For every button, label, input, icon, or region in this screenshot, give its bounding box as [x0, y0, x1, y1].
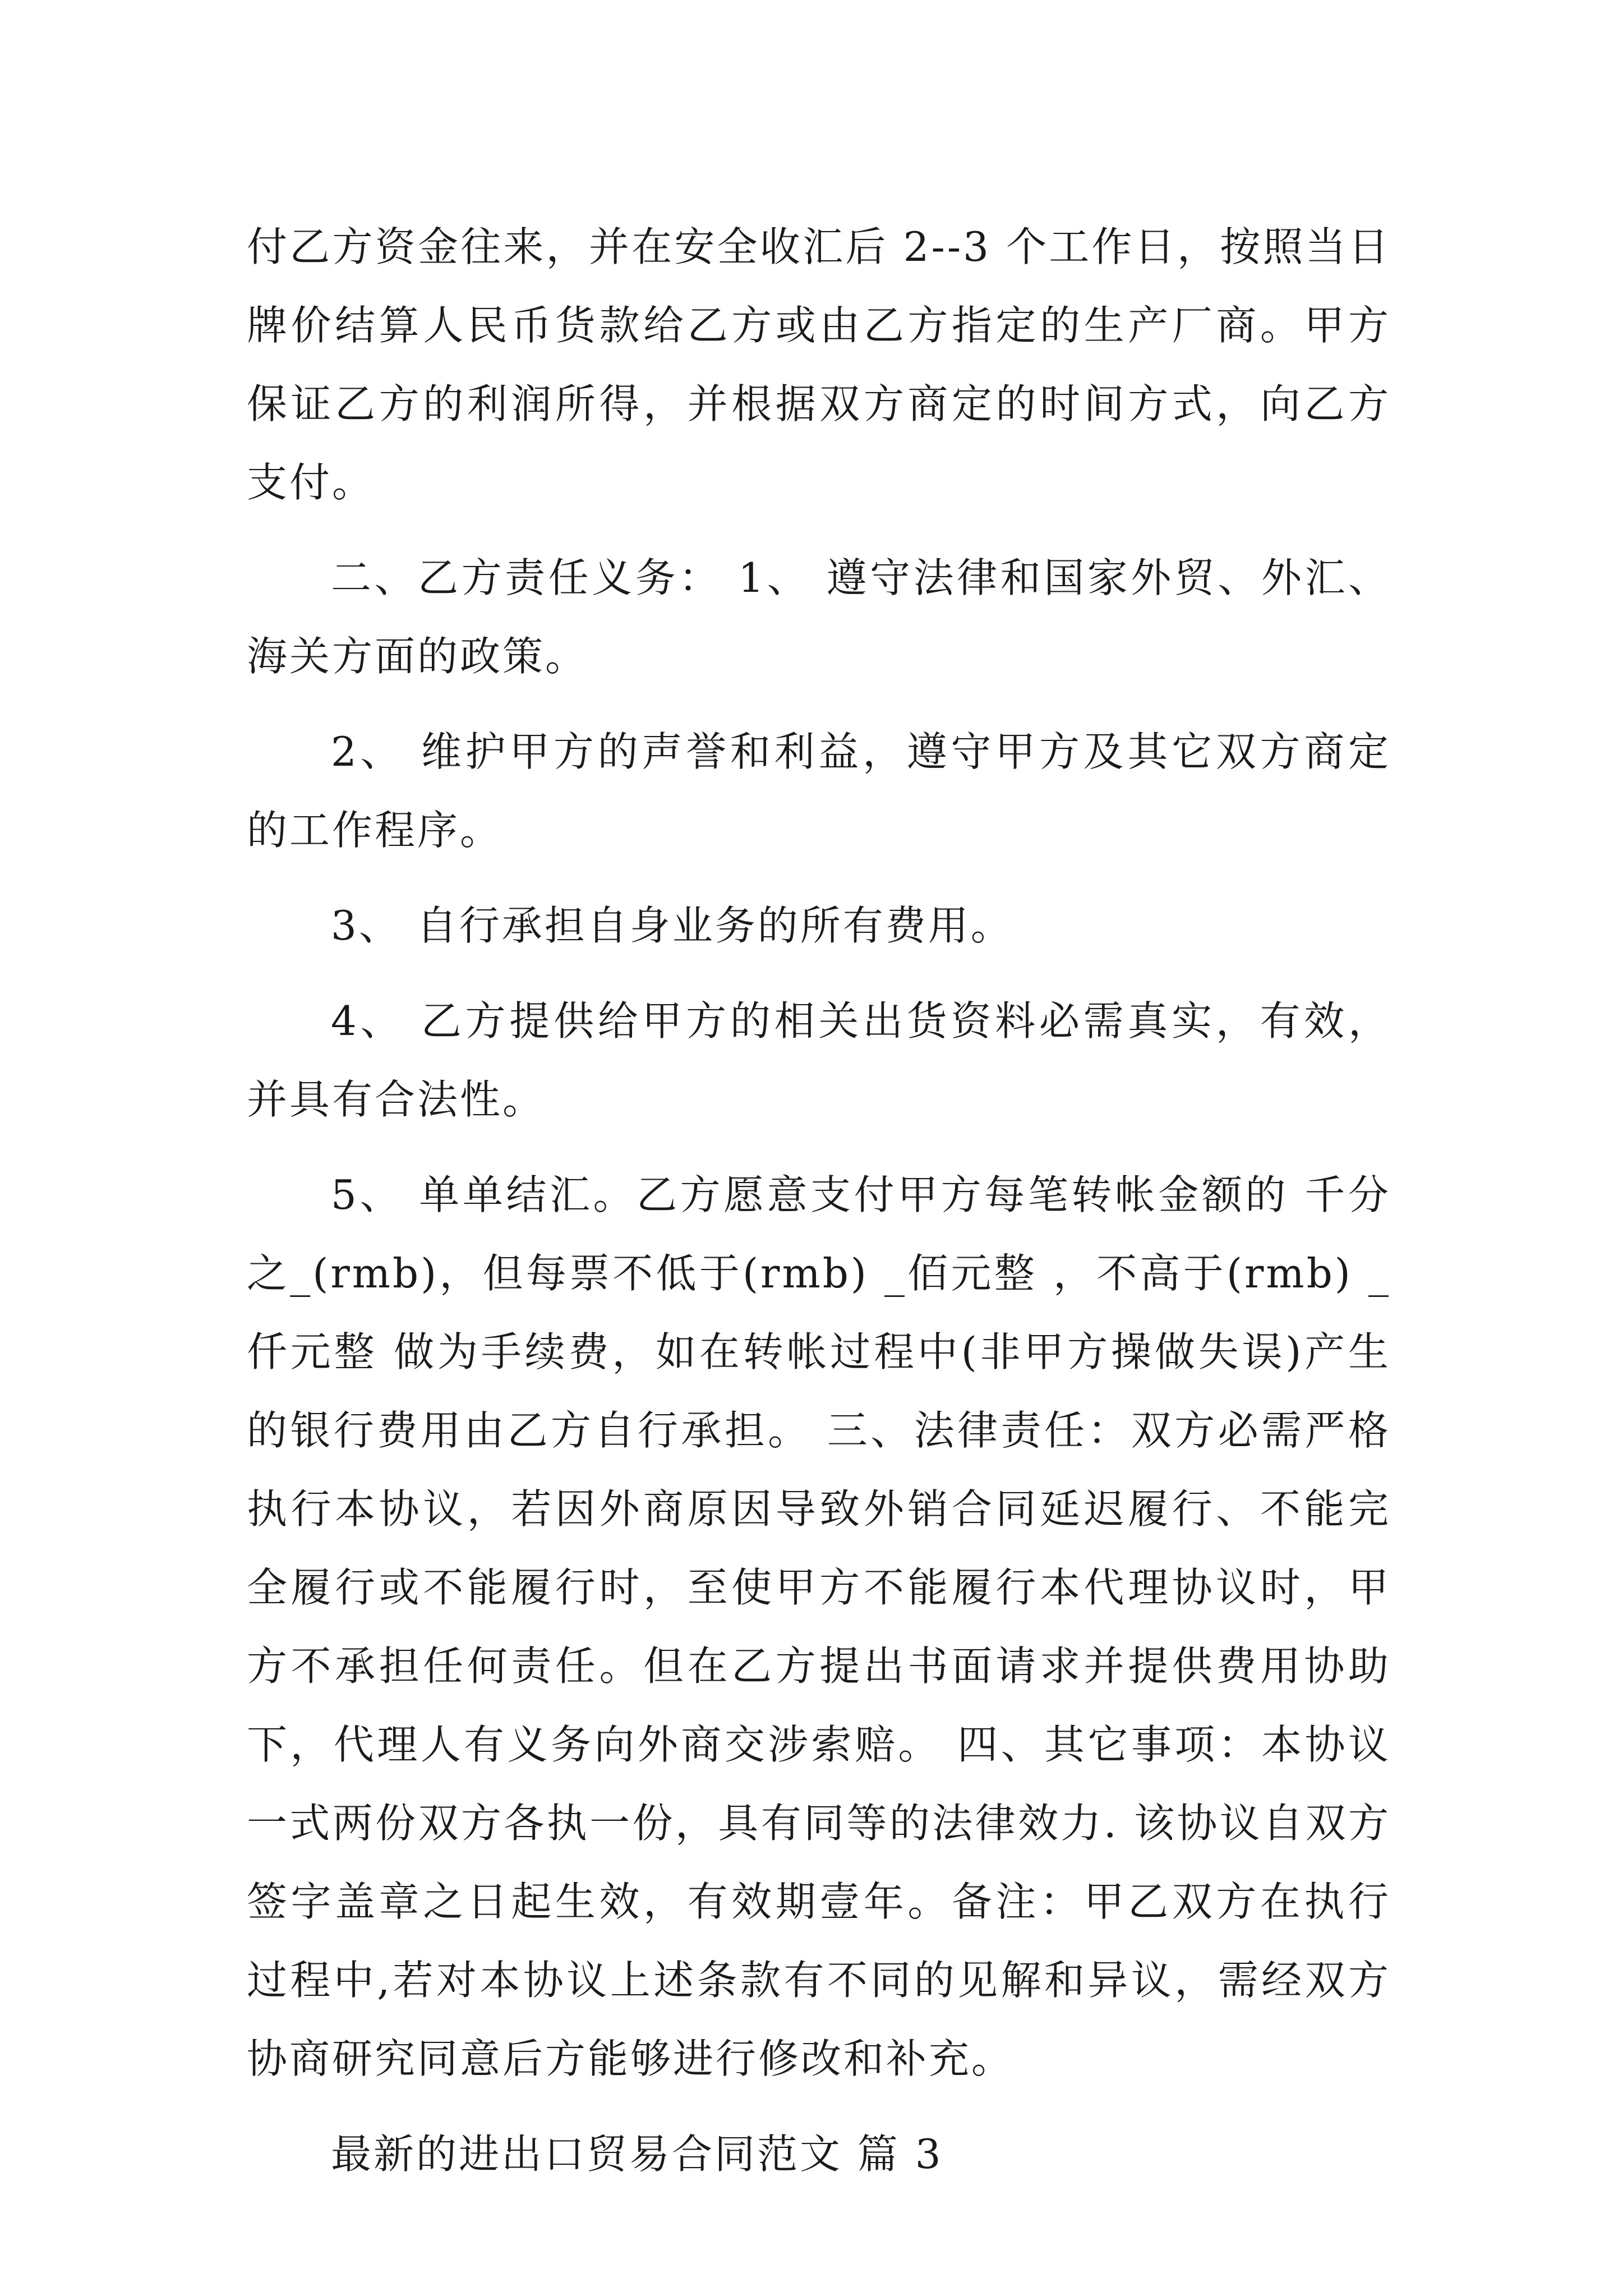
document-body [247, 208, 1391, 2210]
paragraph-party-b-obligations: 二、乙方责任义务： 1、 遵守法律和国家外贸、外汇、海关方面的政策。 [247, 554, 1391, 680]
paragraph-clause-3: 3、 自行承担自身业务的所有费用。 [331, 902, 1013, 949]
paragraph-clause-4: 4、 乙方提供给甲方的相关出货资料必需真实，有效，并具有合法性。 [247, 997, 1391, 1123]
section-heading: 最新的进出口贸易合同范文 篇 3 [331, 2131, 943, 2178]
paragraph-clause-5: 5、 单单结汇。乙方愿意支付甲方每笔转帐金额的 千分之_(rmb)，但每票不低于(rmb) _佰元整 ，不高于(rmb) _仟元整 做为手续费，如在转帐过程中(非甲方操做失误)产生的银行费用由乙方自行承担。 三、法律责任：双方必需严格执行本协议，若因外商原因导致外销合同延迟履行、不能完全履行或不能履行时，至使甲方不能履行本代理协议时，甲方不承担任何责任。但在乙方提出书面请求并提供费用协助下，代理人有义务向外商交涉索赔。 四、其它事项：本协议一式两份双方各执一份，具有同等的法律效力. 该协议自双方签字盖章之日起生效，有效期壹年。备注：甲乙双方在执行过程中,若对本协议上述条款有不同的见解和异议，需经双方协商研究同意后方能够进行修改和补充。 [247, 1171, 1391, 2082]
paragraph-clause-2: 2、 维护甲方的声誉和利益，遵守甲方及其它双方商定的工作程序。 [247, 728, 1391, 854]
paragraph-payment-terms: 付乙方资金往来，并在安全收汇后 2--3 个工作日，按照当日牌价结算人民币货款给乙方或由乙方指定的生产厂商。甲方保证乙方的利润所得，并根据双方商定的时间方式，向乙方支付。 [247, 223, 1391, 506]
